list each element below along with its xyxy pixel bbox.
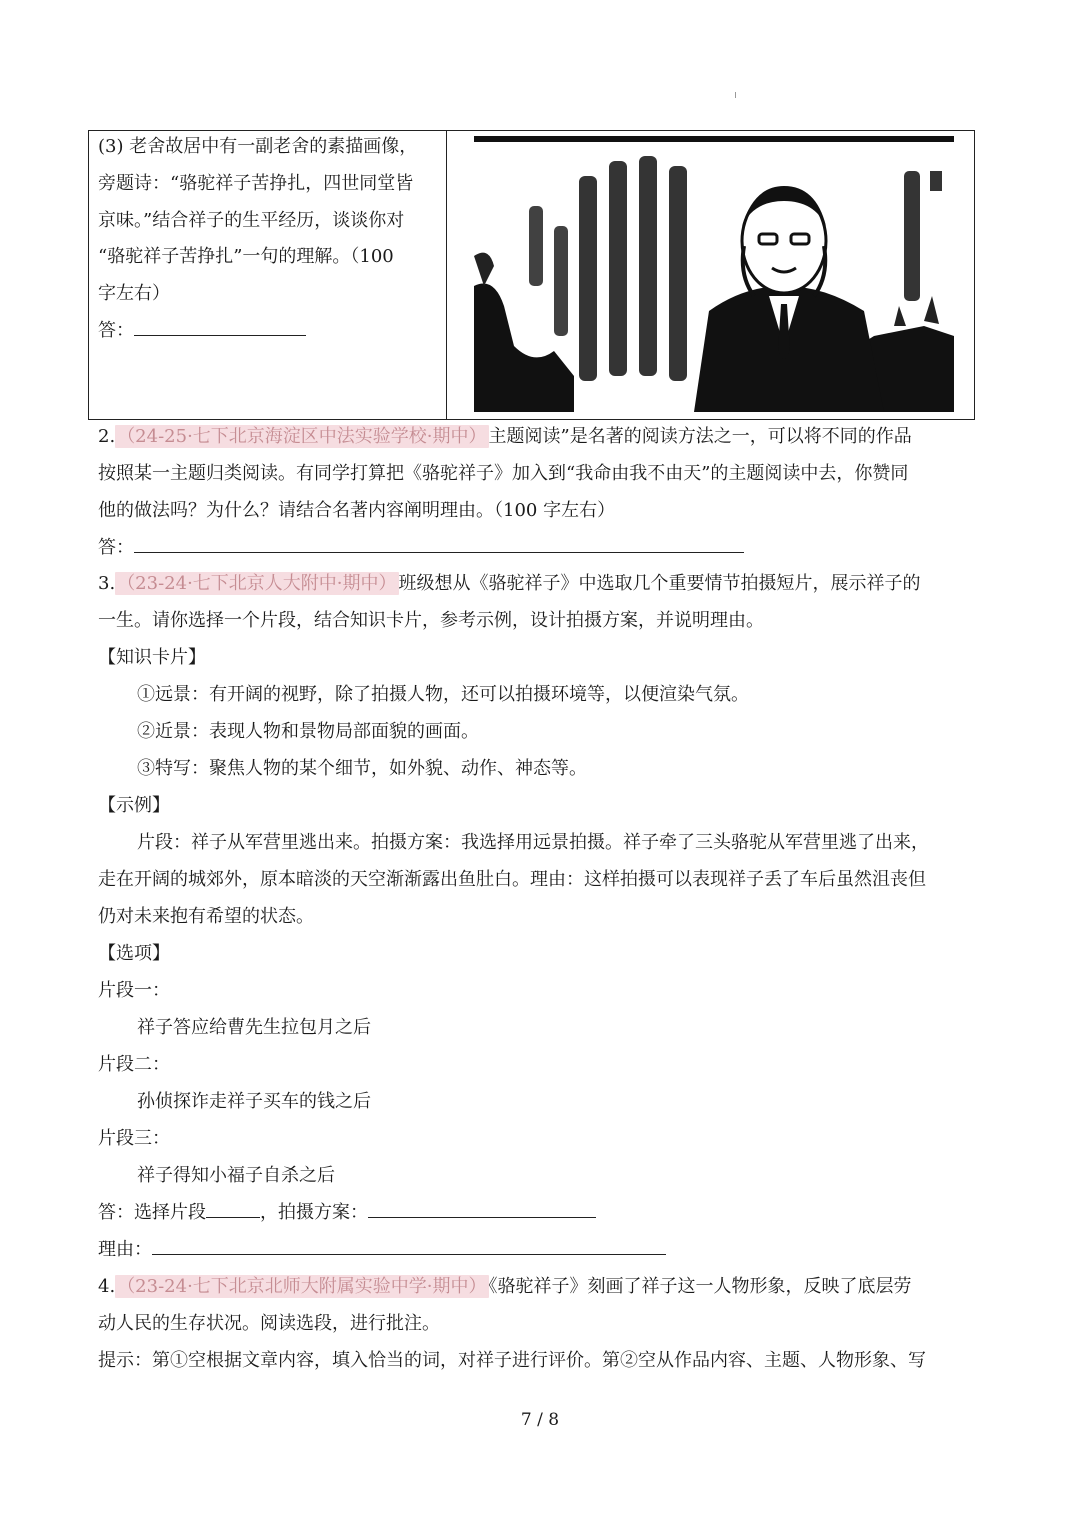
q3-source-tag: （23-24·七下北京人大附中·期中） (117, 573, 397, 594)
q1-line: 京味。”结合祥子的生平经历，谈谈你对 (98, 210, 405, 231)
q2-number: 2. (98, 426, 116, 447)
plan-blank[interactable] (368, 1203, 596, 1218)
option-label: 片段三： (98, 1128, 170, 1149)
q3-number: 3. (98, 573, 116, 594)
q1-line: 字左右） (98, 283, 170, 304)
q1-answer-row (98, 319, 306, 343)
example-line: 走在开阔的城郊外，原本暗淡的天空渐渐露出鱼肚白。理由：这样拍摄可以表现祥子丢了车后虽然沮丧但 (98, 869, 926, 890)
option-label: 片段二： (98, 1054, 170, 1075)
option-text: 孙侦探诈走祥子买车的钱之后 (137, 1091, 371, 1112)
reason-blank[interactable] (152, 1240, 666, 1255)
answer-blank[interactable] (134, 538, 744, 553)
example-title: 【示例】 (98, 795, 170, 816)
question-text-cell (89, 131, 447, 419)
q2-line-2: 按照某一主题归类阅读。有同学打算把《骆驼祥子》加入到“我命由我不由天”的主题阅读中去，你赞同 (98, 463, 909, 484)
answer-mid: ，拍摄方案： (260, 1202, 368, 1223)
page-number: 7 / 8 (520, 1410, 560, 1430)
q3-line-2: 一生。请你选择一个片段，结合知识卡片，参考示例，设计拍摄方案，并说明理由。 (98, 610, 764, 631)
q2-line-1 (98, 425, 912, 449)
answer-label: 答： (98, 537, 134, 558)
q4-line-1 (98, 1275, 912, 1299)
options-title: 【选项】 (98, 943, 170, 964)
option-text: 祥子答应给曹先生拉包月之后 (137, 1017, 371, 1038)
q4-line-2: 动人民的生存状况。阅读选段，进行批注。 (98, 1313, 440, 1334)
q3-line-1 (98, 572, 921, 596)
q1-line: (3) 老舍故居中有一副老舍的素描画像， (98, 136, 418, 157)
knowledge-card-item: ②近景：表现人物和景物局部面貌的画面。 (137, 721, 479, 742)
q4-line-3: 提示：第①空根据文章内容，填入恰当的词，对祥子进行评价。第②空从作品内容、主题、人物形象、写 (98, 1350, 926, 1371)
knowledge-card-item: ③特写：聚焦人物的某个细节，如外貌、动作、神态等。 (137, 758, 587, 779)
segment-blank[interactable] (206, 1203, 260, 1218)
laoshe-sketch-image (454, 136, 971, 412)
knowledge-card-item: ①远景：有开阔的视野，除了拍摄人物，还可以拍摄环境等，以便渲染气氛。 (137, 684, 749, 705)
q2-line-3: 他的做法吗？为什么？请结合名著内容阐明理由。（100 字左右） (98, 500, 616, 521)
q3-answer-row (98, 1201, 596, 1225)
example-line: 片段：祥子从军营里逃出来。拍摄方案：我选择用远景拍摄。祥子牵了三头骆驼从军营里逃了出来， (137, 832, 929, 853)
answer-prefix: 答：选择片段 (98, 1202, 206, 1223)
reason-label: 理由： (98, 1239, 152, 1260)
answer-blank[interactable] (134, 321, 306, 336)
q4-source-tag: （23-24·七下北京北师大附属实验中学·期中） (117, 1276, 487, 1297)
option-text: 祥子得知小福子自杀之后 (137, 1165, 335, 1186)
example-line: 仍对未来抱有希望的状态。 (98, 906, 314, 927)
knowledge-card-title: 【知识卡片】 (98, 647, 206, 668)
q3-text-1: 班级想从《骆驼祥子》中选取几个重要情节拍摄短片，展示祥子的 (398, 573, 921, 594)
q2-source-tag: （24-25·七下北京海淀区中法实验学校·期中） (117, 426, 487, 447)
page-mark (735, 92, 736, 98)
q3-reason-row (98, 1238, 666, 1262)
q1-line: 旁题诗：“骆驼祥子苦挣扎，四世同堂皆 (98, 173, 414, 194)
option-label: 片段一： (98, 980, 170, 1001)
q2-text-1: 主题阅读”是名著的阅读方法之一，可以将不同的作品 (488, 426, 912, 447)
question-table (88, 130, 975, 420)
q4-text-1: 《骆驼祥子》刻画了祥子这一人物形象，反映了底层劳 (488, 1276, 912, 1297)
q2-answer-row (98, 536, 744, 560)
answer-label: 答： (98, 320, 134, 341)
q4-number: 4. (98, 1276, 116, 1297)
q1-line: “骆驼祥子苦挣扎”一句的理解。（100 (98, 246, 394, 267)
